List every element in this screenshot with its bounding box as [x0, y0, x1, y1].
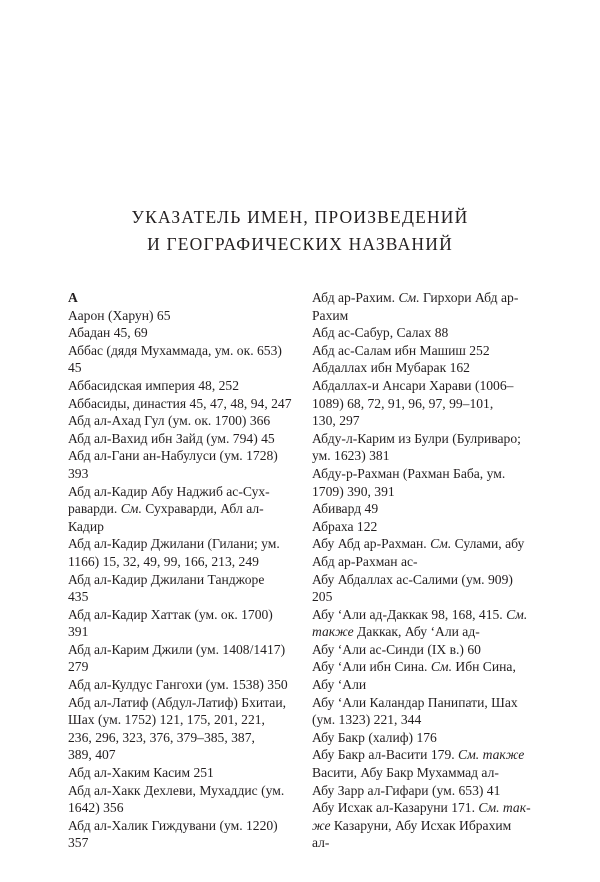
index-text: Абд ас-Сабур, Салах 88: [312, 325, 449, 341]
index-entry-line: [312, 658, 538, 676]
index-entry: [312, 324, 538, 342]
index-text: (ум. 1323) 221, 344: [312, 712, 422, 728]
index-entry: [312, 641, 538, 659]
index-text: Ибн Сина,: [452, 659, 516, 675]
index-text: Абду-р-Рахман (Рахман Баба, ум.: [312, 465, 506, 481]
index-entry-line: [312, 465, 538, 483]
index-text: ал-: [312, 835, 330, 851]
index-entry-line: [312, 571, 538, 589]
index-entry: [312, 782, 538, 800]
index-entry: [68, 817, 292, 852]
index-text: Абд ал-Карим Джили (ум. 1408/1417): [68, 641, 286, 657]
index-entry: [312, 500, 538, 518]
index-text: Абу ‘Али ас-Синди (IX в.) 60: [312, 641, 481, 657]
index-entry: [68, 571, 292, 606]
index-entry-line: [312, 694, 538, 712]
cross-reference-marker: См.: [398, 290, 420, 305]
index-text: Абу Абд ар-Рахман.: [312, 536, 431, 552]
index-entry-line: [312, 623, 538, 641]
index-entry-line: [312, 430, 538, 448]
index-text: ум. 1623) 381: [312, 448, 390, 464]
index-entry-line: [68, 694, 292, 712]
index-text: Абд ал-Хакк Дехлеви, Мухаддис (ум.: [68, 782, 285, 798]
index-entry: [312, 518, 538, 536]
index-entry-line: [68, 465, 292, 483]
index-text: Абд ал-Халик Гиждувани (ум. 1220): [68, 817, 278, 833]
index-text: Абраха 122: [312, 518, 378, 534]
index-text: Абу ‘Али Каландар Панипати, Шах: [312, 694, 518, 710]
index-text: Абу Зарр ал-Гифари (ум. 653) 41: [312, 782, 501, 798]
index-entry-line: [312, 746, 538, 764]
index-entry-line: [312, 307, 538, 325]
index-entry-line: [68, 799, 292, 817]
index-entry: [312, 729, 538, 747]
index-text: Абд ал-Кадир Абу Наджиб ас-Сух-: [68, 483, 270, 499]
index-entry: [312, 342, 538, 360]
index-text: 389, 407: [68, 747, 116, 763]
index-entry-line: [312, 377, 538, 395]
index-entry-line: [312, 412, 538, 430]
index-entry: [68, 782, 292, 817]
index-entry-line: [312, 729, 538, 747]
index-text: Аббасидская империя 48, 252: [68, 377, 240, 393]
cross-reference-marker: См.: [506, 606, 528, 622]
index-entry-line: [312, 588, 538, 606]
cross-reference-marker: См. также: [458, 747, 525, 763]
index-entry-line: [68, 518, 292, 536]
index-entry: [312, 799, 538, 852]
index-entry: [68, 412, 292, 430]
index-text: Абд ал-Кадир Хаттак (ум. ок. 1700): [68, 606, 273, 622]
index-entry-line: [68, 553, 292, 571]
index-text: 236, 296, 323, 376, 379–385, 387,: [68, 729, 255, 745]
index-text: Абдаллах ибн Мубарак 162: [312, 360, 470, 376]
index-entry-line: [312, 483, 538, 501]
index-text: Васити, Абу Бакр Мухаммад ал-: [312, 765, 499, 781]
index-text: 1709) 390, 391: [312, 483, 395, 499]
index-entry: [68, 764, 292, 782]
index-entry: [68, 641, 292, 676]
index-entry-line: [68, 606, 292, 624]
index-text: Абду-л-Карим из Булри (Булриваро;: [312, 430, 521, 446]
index-entry: [68, 342, 292, 377]
section-letter: А: [68, 290, 78, 305]
index-entry-line: [68, 764, 292, 782]
index-text: 1642) 356: [68, 800, 124, 816]
index-entry-line: [68, 483, 292, 501]
index-text: Шах (ум. 1752) 121, 175, 201, 221,: [68, 712, 265, 728]
index-text: Абд ар-Рахим.: [312, 290, 399, 305]
index-text: 357: [68, 835, 89, 851]
index-text: Абу ‘Али: [312, 677, 367, 693]
index-text: 1166) 15, 32, 49, 99, 166, 213, 249: [68, 553, 259, 569]
index-entry-line: [68, 588, 292, 606]
index-text: 391: [68, 624, 89, 640]
index-entry: [312, 289, 538, 324]
title-line-1: УКАЗАТЕЛЬ ИМЕН, ПРОИЗВЕДЕНИЙ: [131, 207, 469, 227]
index-entry-line: [68, 535, 292, 553]
index-column-right: [312, 289, 538, 852]
cross-reference-marker: См.: [430, 536, 452, 552]
index-text: Абд ал-Кулдус Гангохи (ум. 1538) 350: [68, 677, 288, 693]
index-text: Рахим: [312, 307, 349, 323]
index-text: Абу Бакр ал-Васити 179.: [312, 747, 459, 763]
index-entry-line: [68, 342, 292, 360]
index-entry-line: [68, 729, 292, 747]
index-text: Аббас (дядя Мухаммада, ум. ок. 653): [68, 342, 282, 358]
index-text: Абу Исхак ал-Казаруни 171.: [312, 800, 479, 816]
index-text: Казаруни, Абу Исхак Ибрахим: [330, 817, 512, 833]
index-entry-line: [68, 711, 292, 729]
index-text: Абу ‘Али ибн Сина.: [312, 659, 431, 675]
index-text: Абд ар-Рахман ас-: [312, 553, 418, 569]
index-entry: [68, 676, 292, 694]
index-text: 435: [68, 589, 89, 605]
index-entry: [312, 658, 538, 693]
index-text: Аббасиды, династия 45, 47, 48, 94, 247: [68, 395, 292, 411]
index-text: Абдаллах-и Ансари Харави (1006–: [312, 377, 514, 393]
index-text: раварди.: [68, 501, 121, 517]
index-text: Абд ал-Хаким Касим 251: [68, 765, 214, 781]
index-entry-line: [68, 324, 292, 342]
index-entry: [68, 694, 292, 764]
index-entry-line: [68, 412, 292, 430]
index-entry-line: [312, 535, 538, 553]
index-entry-line: [312, 834, 538, 852]
index-text: Сухраварди, Абл ал-: [141, 501, 264, 517]
index-entry: [68, 395, 292, 413]
index-column-left: [68, 289, 292, 852]
index-text: Абд ал-Вахид ибн Зайд (ум. 794) 45: [68, 430, 275, 446]
index-entry-line: [68, 623, 292, 641]
index-text: 130, 297: [312, 413, 360, 429]
index-text: Абу ‘Али ад-Даккак 98, 168, 415.: [312, 606, 507, 622]
index-entry-line: [312, 641, 538, 659]
index-text: 279: [68, 659, 89, 675]
index-text: 45: [68, 360, 82, 376]
index-entry-line: [312, 324, 538, 342]
index-entry-line: [312, 342, 538, 360]
index-entry: [68, 324, 292, 342]
cross-reference-marker: См.: [120, 501, 142, 517]
index-entry-line: [312, 782, 538, 800]
index-entry: [312, 430, 538, 465]
index-entry: [312, 377, 538, 430]
index-text: 205: [312, 589, 333, 605]
title-line-2: И ГЕОГРАФИЧЕСКИХ НАЗВАНИЙ: [147, 234, 453, 254]
index-text: 1089) 68, 72, 91, 96, 97, 99–101,: [312, 395, 494, 411]
index-entry-line: [68, 395, 292, 413]
index-entry-line: [312, 676, 538, 694]
page-title: [0, 204, 600, 258]
index-entry-line: [312, 447, 538, 465]
index-entry-line: [312, 553, 538, 571]
index-entry-line: [68, 746, 292, 764]
cross-reference-marker: См.: [430, 659, 452, 675]
index-entry-line: [312, 606, 538, 624]
index-entry-line: [68, 359, 292, 377]
index-entry: [68, 307, 292, 325]
index-text: Абд ал-Кадир Джилани (Гилани; ум.: [68, 536, 280, 552]
index-text: Абд ал-Ахад Гул (ум. ок. 1700) 366: [68, 413, 271, 429]
index-text: Кадир: [68, 518, 104, 534]
index-text: Абд ал-Кадир Джилани Танджоре: [68, 571, 265, 587]
index-entry: [312, 571, 538, 606]
index-entry: [312, 746, 538, 781]
index-entry-line: [312, 500, 538, 518]
index-entry: [312, 465, 538, 500]
index-entry-line: [68, 430, 292, 448]
index-entry-line: [68, 658, 292, 676]
cross-reference-marker: же: [312, 817, 331, 833]
index-entry-line: [68, 676, 292, 694]
index-entry-line: [312, 359, 538, 377]
index-text: Гирхори Абд ар-: [419, 290, 519, 305]
index-entry-line: [68, 500, 292, 518]
index-entry-line: [68, 377, 292, 395]
index-entry: [312, 694, 538, 729]
index-text: Абу Бакр (халиф) 176: [312, 729, 437, 745]
index-text: Абадан 45, 69: [68, 325, 148, 341]
index-text: 393: [68, 465, 89, 481]
index-text: Абд ал-Гани ан-Набулуси (ум. 1728): [68, 448, 278, 464]
index-entry-line: [68, 447, 292, 465]
index-entry-line: [68, 571, 292, 589]
index-text: Сулами, абу: [451, 536, 525, 552]
index-entry-line: [312, 799, 538, 817]
index-text: Абу Абдаллах ас-Салими (ум. 909): [312, 571, 513, 587]
index-entry-line: [312, 289, 538, 307]
index-entry: [312, 606, 538, 641]
index-entry-line: [312, 764, 538, 782]
cross-reference-marker: также: [312, 624, 354, 640]
index-text: Абивард 49: [312, 501, 379, 517]
index-entry: [68, 535, 292, 570]
index-text: Аарон (Харун) 65: [68, 307, 171, 323]
index-entry-line: [312, 518, 538, 536]
index-entry: [68, 430, 292, 448]
index-text: Даккак, Абу ‘Али ад-: [353, 624, 480, 640]
index-text: Абд ас-Салам ибн Машиш 252: [312, 342, 490, 358]
index-entry: [68, 377, 292, 395]
cross-reference-marker: См. так-: [478, 800, 531, 816]
index-entry-line: [312, 711, 538, 729]
index-entry-line: [68, 307, 292, 325]
index-entry: [68, 483, 292, 536]
index-text: Абд ал-Латиф (Абдул-Латиф) Бхитаи,: [68, 694, 287, 710]
index-entry: [68, 606, 292, 641]
index-entry-line: [68, 834, 292, 852]
index-entry-line: [312, 817, 538, 835]
index-entry-line: [68, 782, 292, 800]
index-entry: [312, 359, 538, 377]
index-entry-line: [312, 395, 538, 413]
index-entry: [312, 535, 538, 570]
index-entry-line: [68, 641, 292, 659]
index-entry: [68, 447, 292, 482]
index-entry-line: [68, 817, 292, 835]
